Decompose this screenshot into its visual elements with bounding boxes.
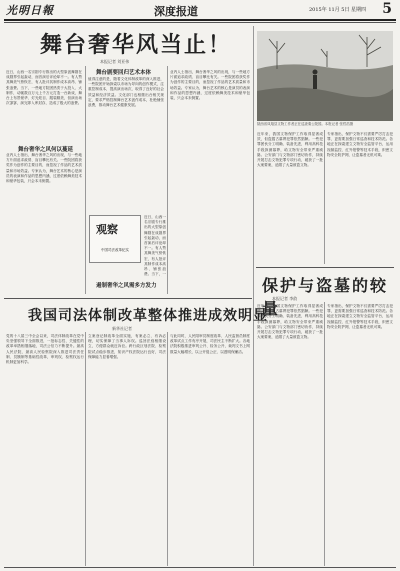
column-divider [253,26,254,566]
section-rule [256,267,394,268]
section-rule [4,298,252,299]
feature-title: 观察 [96,223,118,236]
article-1-text: 值得注意的是，随着文化体制改革的深入推进，一些院团开始探索以市场为导向的创作模式，注重控制成本，提高演出场次，取得了良好的社会效益和经济效益。文化部门也相继出台相关规定，要求严格控制舞台艺术创作成本，杜绝铺张浪费，推动舞台艺术健康发展。 [88,77,164,108]
article-2-headline: 我国司法体制改革整体推进成效明显 [28,308,268,324]
article-1-byline: 本报记者 刘亚伟 [100,59,130,64]
column-divider [167,66,168,294]
article-1-text: 业内人士指出，舞台奢华之风的出现，与一些地方片面追求政绩、盲目攀比有关。一些院团将获奖作为创作的主要目的，而忽视了作品的艺术质量和市场效益。专家认为，舞台艺术的核心是演员的表演和作品的思想内涵，过度依赖舞美技术和豪华包装，只会本末倒置。 [6,153,82,184]
feature-box [89,215,141,263]
article-1-subhead: 遏制奢华之风需多方发力 [96,283,157,289]
article-3-text: 近年来，我国文物保护工作取得显著成效，但盗掘古墓葬犯罪依然猖獗。一些犯罪团伙分工明确、装备先进，利用高科技手段探测墓葬，给文物安全带来严重威胁。公安部门与文物部门密切协作，持续开展打击文物犯罪专项行动，破获了一批大案要案，追缴了大量被盗文物。 [257,304,323,340]
article-1-subhead: 舞台奢华之风何以蔓延 [18,147,74,153]
footer-rule [4,567,396,568]
article-2-text: 与此同时，人民陪审员制度改革、人民监督员制度改革试点工作有序开展，司法民主不断扩大。各地法院积极推进审判公开、检务公开，裁判文书上网数量大幅增长，以公开促公正、以透明保廉洁。 [170,334,250,354]
section-name: 深度报道 [154,5,198,18]
masthead-rule [4,19,396,21]
article-1-text: 近日，山西一名宗剧专行推出的大型原创舞剧在戏剧界引起轰动，而首演后评论却不一。有人赞其舞美气势恢宏，有人批评其制作成本高昂、铺张浪费。当下，一 [144,215,166,277]
article-3-text: 专家指出，保护文物不仅需要严厉打击犯罪，更需要加强日常巡查和技术防范。各地正在探索建立文物安全监管平台，运用视频监控、红外报警等技术手段，织密文物安全防护网，让盗墓者无机可乘。 [327,304,393,329]
photo-scene [257,31,393,121]
article-1-subhead: 舞台剧要回归艺术本体 [96,70,152,76]
article-3-text: 近年来，我国文物保护工作取得显著成效，但盗掘古墓葬犯罪依然猖獗。一些犯罪团伙分工明确、装备先进，利用高科技手段探测墓葬，给文物安全带来严重威胁。公安部门与文物部门密切协作，持续开展打击文物犯罪专项行动，破获了一批大案要案，追缴了大量被盗文物。 [257,132,323,168]
masthead-rule-thin [4,22,396,23]
article-2-byline: 新华社记者 [112,326,132,331]
article-1-text: 近日，山西一名宗剧专行推出的大型原创舞剧在戏剧界引起轰动，而首演后评论却不一。有人赞其舞美气势恢宏，有人批评其制作成本高昂、铺张浪费。当下，一些地方院团热衷于大投入、大制作，动辄数百万元上千万元打造一台新戏，舞台上布景豪华、灯光炫目、服装精美，但演出场次寥寥，演完即入库封存，造成了极大的浪费。 [6,70,82,106]
page-number: 5 [382,1,392,17]
column-divider [167,332,168,566]
article-1-headline: 舞台奢华风当止！ [40,32,233,58]
article-2-text: 立案登记制改革全面实施，有案必立、有诉必理，切实保障了当事人诉权。巡回法庭相继设立，方便群众就近诉讼。跨行政区划法院、检察院试点稳步推进，知识产权法院运行良好，司法保障能力显著增强。 [88,334,166,359]
photo-caption: 陕西省凤翔县文物工作者正在巡查秦公陵园。本报记者 张哲浩摄 [257,122,354,126]
paper-name: 光明日報 [6,4,54,17]
column-divider [85,332,86,566]
article-1-text: 业内人士指出，舞台奢华之风的出现，与一些地方片面追求政绩、盲目攀比有关。一些院团将获奖作为创作的主要目的，而忽视了作品的艺术质量和市场效益。专家认为，舞台艺术的核心是演员的表演和作品的思想内涵，过度依赖舞美技术和豪华包装，只会本末倒置。 [170,70,250,101]
article-2-text: 党的十八届三中全会以来，司法体制改革在党中央坚强领导下全面推进，一批标志性、关键性的改革举措相继落地，司法公信力不断提升。最高人民法院、最高人民检察院深入推进司法责任制、员额制等基础性改革，审判权、检察权运行机制更加科学。 [6,334,84,365]
feature-subtitle: 中国司法改革纪实 [101,248,129,252]
column-divider [324,302,325,566]
column-divider [85,66,86,294]
news-photo [257,31,393,121]
article-3-byline: 本报记者 李韵 [272,296,298,301]
article-3-headline: 保护与盗墓的较量 [262,276,389,318]
article-3-text: 专家指出，保护文物不仅需要严厉打击犯罪，更需要加强日常巡查和技术防范。各地正在探索建立文物安全监管平台，运用视频监控、红外报警等技术手段，织密文物安全防护网，让盗墓者无机可乘。 [327,132,393,157]
column-divider [324,130,325,264]
date-line: 2015年 11月 5日 星期四 [309,7,367,13]
masthead [4,2,396,18]
